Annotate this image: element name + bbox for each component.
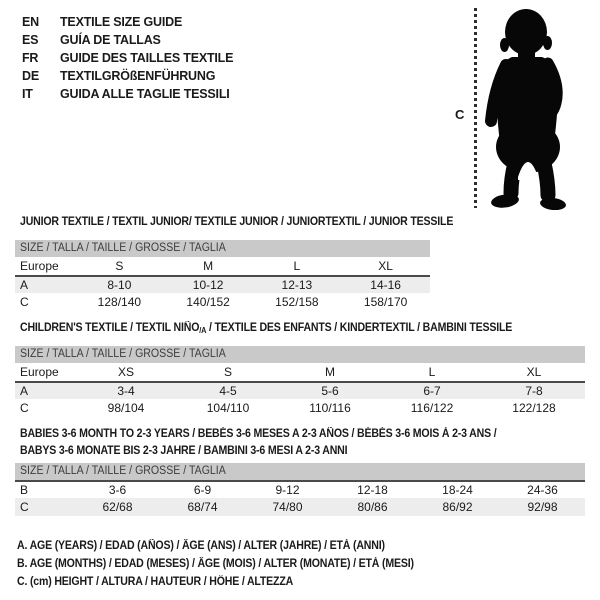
language-code: DE [22,69,39,83]
height-cell: 122/128 [512,401,556,415]
language-code: FR [22,51,39,65]
babies-size-table [15,463,585,516]
toddler-silhouette [478,5,578,210]
legend-note-a [17,537,448,555]
size-cell: L [293,259,301,273]
children-textile-section [15,322,585,417]
size-header-bar [15,463,585,480]
row-label: Europe [20,259,59,273]
table-row-europe [15,257,430,275]
language-label: TEXTILGRÖßENFÜHRUNG [60,69,216,83]
junior-section-title [15,216,454,229]
age-cell: 14-16 [370,278,401,292]
age-cell: 12-18 [357,483,388,497]
language-row-it [22,85,233,103]
table-row-europe [15,363,585,381]
age-cell: 10-12 [192,278,224,292]
language-label: GUIDA ALLE TAGLIE TESSILI [60,87,230,101]
height-cell: 92/98 [527,500,558,514]
height-cell: 116/122 [410,401,454,415]
language-label: GUIDE DES TAILLES TEXTILE [60,51,234,65]
table-row-age [15,275,430,293]
height-cell: 74/80 [272,500,303,514]
babies-title-line1: BABIES 3-6 MONTH TO 2-3 YEARS / BEBÉS 3-6 MESES A 2-3 AÑOS / BÉBÉS 3-6 MOIS À 2-3 ANS / [20,428,497,440]
table-row-height [15,498,585,516]
language-row-de [22,67,233,85]
language-label: TEXTILE SIZE GUIDE [60,15,183,29]
table-row-age [15,381,585,399]
language-list [22,13,233,103]
language-code: ES [22,33,39,47]
language-row-es [22,31,233,49]
age-cell: 3-6 [108,483,127,497]
age-cell: 6-7 [423,384,441,398]
size-header-text: SIZE / TALLA / TAILLE / GRÖSSE / TAGLIA [20,465,226,477]
table-row-age-months [15,480,585,498]
size-header-bar [15,346,585,363]
height-cell: 86/92 [442,500,473,514]
age-cell: 9-12 [275,483,300,497]
language-code: IT [22,87,33,101]
size-cell: M [203,259,214,273]
height-cell: 62/68 [102,500,133,514]
age-cell: 24-36 [527,483,558,497]
height-cell: 128/140 [97,295,142,309]
height-cell: 110/116 [309,401,351,415]
language-row-fr [22,49,233,67]
size-cell: L [428,365,436,379]
legend-note-b [17,555,448,573]
size-cell: M [325,365,335,379]
age-cell: 12-13 [281,278,313,292]
language-label: GUÍA DE TALLAS [60,33,161,47]
legend-note-b-text: B. AGE (MONTHS) / EDAD (MESES) / ÂGE (MOIS) / ALTER (MONATE) / ETÀ (MESI) [17,558,414,570]
height-cell: 98/104 [107,401,145,415]
size-cell: XS [117,365,134,379]
language-row-en [22,13,233,31]
babies-title-line2: BABYS 3-6 MONATE BIS 2-3 JAHRE / BAMBINI 3-6 MESI A 2-3 ANNI [20,445,348,457]
legend-note-a-text: A. AGE (YEARS) / EDAD (AÑOS) / ÂGE (ANS) / ALTER (JAHRE) / ETÀ (ANNI) [17,540,385,552]
title-subscript: /A [199,326,207,335]
height-cell: 158/170 [363,295,408,309]
legend-note-c-text: C. (cm) HEIGHT / ALTURA / HAUTEUR / HÖHE / ALTEZZA [17,576,294,588]
size-cell: S [115,259,124,273]
height-cell: 140/152 [186,295,230,309]
height-measure-label: C [455,107,465,122]
table-row-height [15,293,430,311]
height-cell: 104/110 [206,401,250,415]
children-section-title-text: CHILDREN'S TEXTILE / TEXTIL NIÑO/A / TEXTILE DES ENFANTS / KINDERTEXTIL / BAMBINI TESSILE [20,322,513,335]
row-label: A [20,384,29,398]
age-cell: 8-10 [107,278,132,292]
table-row-height [15,399,585,417]
height-cell: 80/86 [357,500,388,514]
size-cell: XL [378,259,393,273]
size-cell: S [223,365,232,379]
row-label: C [20,500,29,514]
age-cell: 3-4 [117,384,135,398]
row-label: Europe [20,365,59,379]
height-dashed-line [474,8,477,208]
language-code: EN [22,15,39,29]
size-cell: XL [526,365,542,379]
legend-notes [17,537,448,591]
junior-section-title-text: JUNIOR TEXTILE / TEXTIL JUNIOR/ TEXTILE JUNIOR / JUNIORTEXTIL / JUNIOR TESSILE [20,216,454,228]
row-label: A [20,278,29,292]
height-cell: 68/74 [187,500,218,514]
age-cell: 6-9 [193,483,212,497]
row-label: C [20,401,29,415]
size-header-text: SIZE / TALLA / TAILLE / GRÖSSE / TAGLIA [20,348,226,360]
height-cell: 152/158 [275,295,319,309]
row-label: B [20,483,29,497]
row-label: C [20,295,29,309]
junior-textile-section [15,216,454,311]
age-cell: 18-24 [442,483,473,497]
age-cell: 5-6 [321,384,339,398]
babies-section-title [15,426,585,460]
size-header-text: SIZE / TALLA / TAILLE / GRÖSSE / TAGLIA [20,242,226,254]
children-section-title [15,322,585,335]
age-cell: 7-8 [525,384,543,398]
legend-note-c [17,573,448,591]
babies-textile-section [15,426,585,516]
size-header-bar [15,240,430,257]
junior-size-table [15,240,430,311]
age-cell: 4-5 [219,384,237,398]
children-size-table [15,346,585,417]
